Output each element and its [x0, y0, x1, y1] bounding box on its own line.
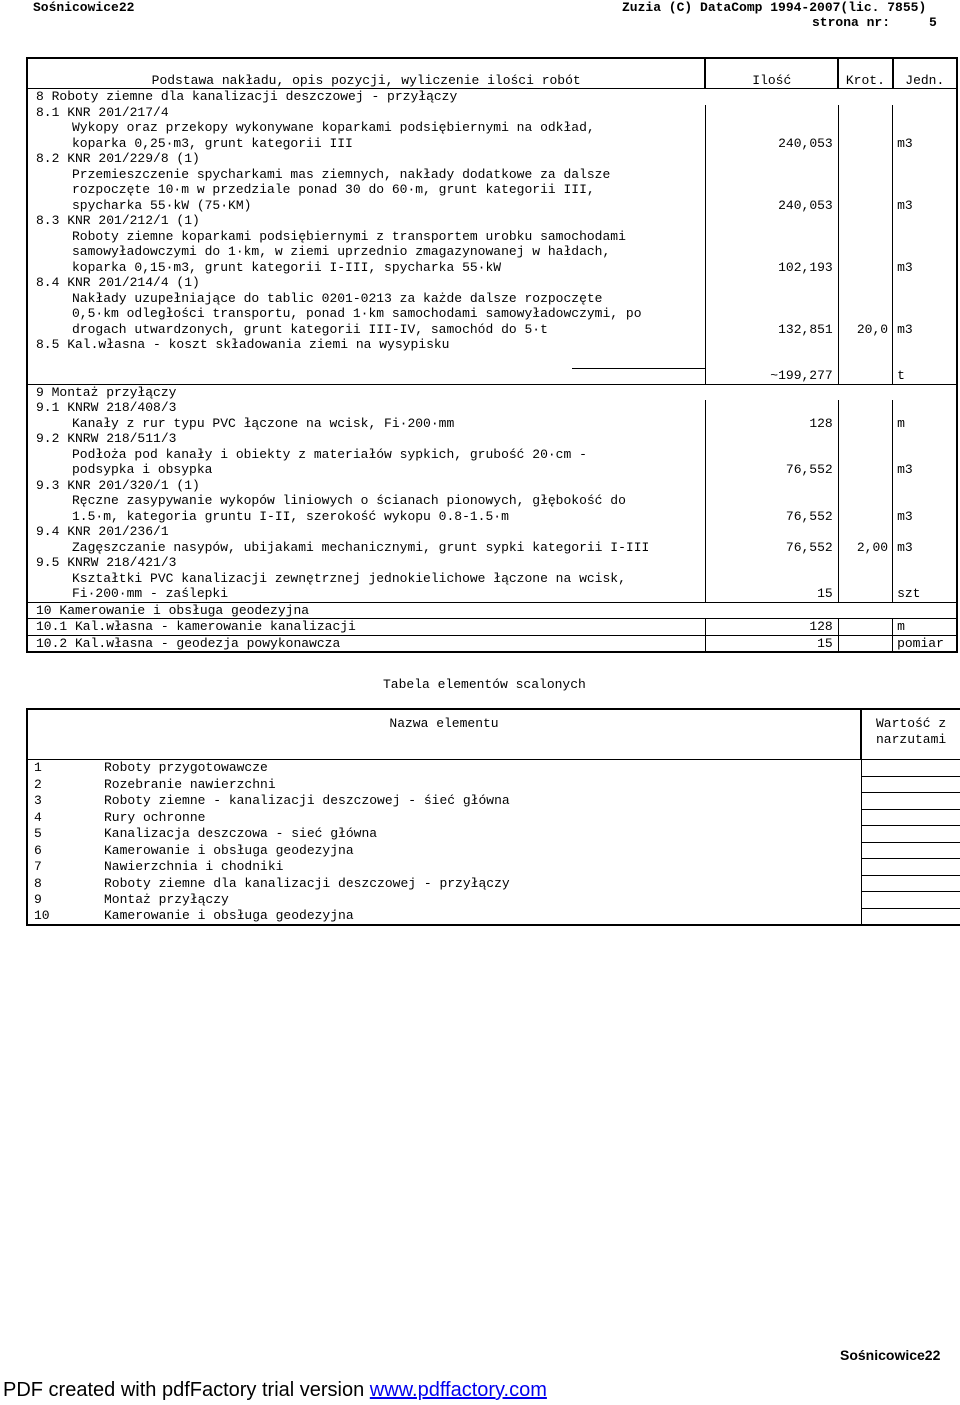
item-quantity: 15: [817, 586, 833, 601]
table-row: [27, 619, 957, 636]
column-header-quantity: Ilość: [705, 58, 838, 89]
item-multiplier: [839, 136, 888, 152]
item-code: 8.4 KNR 201/214/4 (1): [36, 275, 200, 290]
item-quantity: 132,851: [778, 321, 833, 337]
item-quantity: 15: [817, 635, 833, 651]
item-code: 8.3 KNR 201/212/1 (1): [36, 213, 200, 228]
table-row: [27, 105, 957, 152]
column-header-value: [861, 709, 960, 760]
row-name: Kamerowanie i obsługa geodezyjna: [104, 842, 354, 858]
header-value-line1: Wartość z: [876, 716, 947, 731]
item-unit: pomiar: [897, 635, 944, 651]
item-multiplier: [839, 368, 888, 384]
row-value: [861, 809, 960, 826]
item-quantity: 102,193: [778, 259, 833, 275]
row-value: [861, 760, 960, 777]
item-code: 8.5 Kal.własna - koszt składowania ziemi na wysypisku: [36, 337, 450, 352]
item-multiplier: [839, 198, 888, 214]
item-description: Kształtki PVC kanalizacji zewnętrznej jednokielichowe łączone na wcisk,: [72, 570, 626, 586]
header-value-line2: narzutami: [876, 732, 947, 747]
table-row: [27, 478, 957, 525]
item-multiplier: [839, 260, 888, 276]
table-row: [27, 760, 960, 777]
item-code: 8.1 KNR 201/217/4: [36, 104, 169, 120]
item-quantity: ~199,277: [770, 368, 833, 383]
item-multiplier: 2,00: [856, 539, 889, 555]
row-name: Kanalizacja deszczowa - sieć główna: [104, 826, 378, 841]
item-multiplier: [839, 462, 888, 478]
column-header-unit: Jedn.: [893, 58, 957, 89]
item-unit: t: [897, 368, 905, 383]
table-row: [27, 842, 960, 859]
row-number: 10: [34, 908, 50, 924]
pdf-footer-text: PDF created with pdfFactory trial version: [3, 1379, 370, 1401]
item-unit: m3: [897, 321, 913, 337]
item-description: Zagęszczanie nasypów, ubijakami mechanicznymi, grunt sypki kategorii I-III: [72, 539, 650, 555]
table-row: [27, 151, 957, 213]
item-description: koparka 0,25·m3, grunt kategorii III: [72, 135, 353, 151]
table-row: [27, 908, 960, 925]
item-quantity: 76,552: [785, 508, 833, 524]
footer-right-title: Sośnicowice22: [840, 1347, 941, 1363]
item-unit: m3: [897, 135, 913, 151]
item-description: koparka 0,15·m3, grunt kategorii I-III, spycharka 55·kW: [72, 259, 502, 275]
header-left-title: Sośnicowice22: [33, 0, 135, 15]
item-unit: m3: [897, 259, 913, 275]
row-name: Roboty przygotowawcze: [104, 760, 268, 776]
row-name: Rozebranie nawierzchni: [104, 776, 276, 792]
row-number: 9: [34, 892, 42, 907]
item-multiplier: [839, 586, 888, 602]
column-header-multiplier: Krot.: [838, 58, 892, 89]
item-description: samowyładowczymi do 1·km, w ziemi uprzednio zmagazynowanej w hałdach,: [72, 244, 611, 259]
item-unit: szt: [897, 586, 921, 601]
page-number-label: [812, 15, 937, 31]
row-name: Roboty ziemne dla kanalizacji deszczowej - przyłączy: [104, 875, 510, 891]
section-row: [27, 384, 957, 400]
pdffactory-link[interactable]: www.pdffactory.com: [369, 1379, 547, 1401]
item-description: Kanały z rur typu PVC łączone na wcisk, Fi·200·mm: [72, 415, 455, 431]
item-code: 9.3 KNR 201/320/1 (1): [36, 477, 200, 493]
item-description: Nakłady uzupełniające do tablic 0201-0213 za każde dalsze rozpoczęte: [72, 290, 603, 306]
item-multiplier: [839, 636, 888, 652]
item-multiplier: [839, 619, 888, 635]
item-multiplier: 20,0: [856, 321, 889, 337]
row-value: [861, 908, 960, 925]
section-title: 8 Roboty ziemne dla kanalizacji deszczowej - przyłączy: [36, 89, 458, 104]
item-unit: m3: [897, 508, 913, 524]
row-name: Roboty ziemne - kanalizacji deszczowej - śieć główna: [104, 793, 510, 808]
row-name: Rury ochronne: [104, 809, 206, 825]
table-row: [27, 555, 957, 602]
item-code: 8.2 KNR 201/229/8 (1): [36, 151, 200, 166]
table-row: [27, 809, 960, 826]
item-description: 1.5·m, kategoria gruntu I-II, szerokość wykopu 0.8-1.5·m: [72, 508, 509, 524]
item-code: 9.4 KNR 201/236/1: [36, 524, 169, 539]
section-row: [27, 89, 957, 105]
row-number: 3: [34, 793, 42, 808]
item-description: Przemieszczenie spycharkami mas ziemnych, nakłady dodatkowe za dalsze: [72, 166, 611, 182]
row-number: 6: [34, 842, 42, 858]
row-number: 1: [34, 760, 42, 776]
item-quantity: 76,552: [785, 539, 833, 555]
item-multiplier: [839, 416, 888, 432]
row-number: 2: [34, 776, 42, 792]
item-description: Podłoża pod kanały i obiekty z materiałów sypkich, grubość 20·cm -: [72, 446, 587, 462]
item-description: spycharka 55·kW (75·KM): [72, 197, 252, 213]
table-row: [27, 213, 957, 275]
page-label: strona nr:: [812, 15, 891, 30]
calculation-line: [28, 353, 705, 369]
item-quantity: 240,053: [778, 197, 833, 213]
item-description: Fi·200·mm - zaślepki: [72, 586, 229, 601]
table-row: [27, 892, 960, 909]
table-row: [27, 524, 957, 555]
table-row: [27, 635, 957, 652]
item-multiplier: [839, 509, 888, 525]
column-header-description: Podstawa nakładu, opis pozycji, wyliczenie ilości robót: [27, 58, 705, 89]
table-row: [27, 337, 957, 384]
summary-table-caption: Tabela elementów scalonych: [383, 677, 586, 692]
cost-estimate-table: [26, 57, 958, 653]
row-number: 8: [34, 875, 42, 891]
item-code: 9.1 KNRW 218/408/3: [36, 400, 177, 415]
section-row: [27, 602, 957, 619]
row-number: 4: [34, 809, 42, 825]
section-title: 10 Kamerowanie i obsługa geodezyjna: [36, 602, 310, 618]
item-unit: m: [897, 619, 905, 634]
row-value: [861, 842, 960, 859]
item-quantity: 128: [809, 619, 833, 634]
row-value: [861, 875, 960, 892]
row-name: Montaż przyłączy: [104, 892, 229, 907]
item-quantity: 76,552: [785, 462, 833, 477]
row-name: Kamerowanie i obsługa geodezyjna: [104, 908, 354, 924]
item-description: Ręczne zasypywanie wykopów liniowych o ścianach pionowych, głębokość do: [72, 493, 626, 508]
table-row: [27, 275, 957, 337]
item-unit: m3: [897, 539, 913, 555]
row-value: [861, 859, 960, 876]
row-value: [861, 892, 960, 909]
item-code: 9.2 KNRW 218/511/3: [36, 431, 177, 446]
table-row: [27, 875, 960, 892]
item-description: Roboty ziemne koparkami podsiębiernymi z transportem urobku samochodami: [72, 228, 626, 244]
item-unit: m3: [897, 462, 913, 477]
table-row: [27, 431, 957, 478]
table-row: [27, 826, 960, 843]
row-value: [861, 776, 960, 793]
row-number: 7: [34, 859, 42, 874]
item-description: rozpoczęte 10·m w przedziale ponad 30 do 60·m, grunt kategorii III,: [72, 182, 595, 197]
table-row: [27, 776, 960, 793]
sum-underline: [572, 368, 705, 369]
summary-elements-table: [26, 708, 960, 926]
item-quantity: 240,053: [778, 135, 833, 151]
item-description: Wykopy oraz przekopy wykonywane koparkami podsiębiernymi na odkład,: [72, 120, 595, 135]
calculation-sum-line: [28, 368, 705, 384]
item-quantity: 128: [809, 415, 833, 431]
table-row: [27, 859, 960, 876]
item-unit: m: [897, 415, 905, 431]
item-description: 0,5·km odległości transportu, ponad 1·km samochodami samowyładowczymi, po: [72, 306, 642, 321]
item-unit: m3: [897, 197, 913, 213]
page-number: 5: [929, 15, 937, 30]
section-title: 9 Montaż przyłączy: [36, 384, 177, 400]
pdf-footer: [3, 1379, 547, 1402]
row-name: Nawierzchnia i chodniki: [104, 859, 284, 874]
item-description: drogach utwardzonych, grunt kategorii III-IV, samochód do 5·t: [72, 321, 548, 337]
table-row: [27, 400, 957, 431]
row-value: [861, 793, 960, 810]
item-code: 9.5 KNRW 218/421/3: [36, 555, 177, 570]
row-value: [861, 826, 960, 843]
header-right-copyright: Zuzia (C) DataComp 1994-2007(lic. 7855): [622, 0, 927, 15]
row-number: 5: [34, 826, 42, 841]
table-row: [27, 793, 960, 810]
item-description: 10.2 Kal.własna - geodezja powykonawcza: [36, 635, 341, 651]
item-description: 10.1 Kal.własna - kamerowanie kanalizacji: [36, 619, 356, 634]
item-description: podsypka i obsypka: [72, 462, 213, 477]
column-header-element-name: Nazwa elementu: [27, 709, 861, 760]
